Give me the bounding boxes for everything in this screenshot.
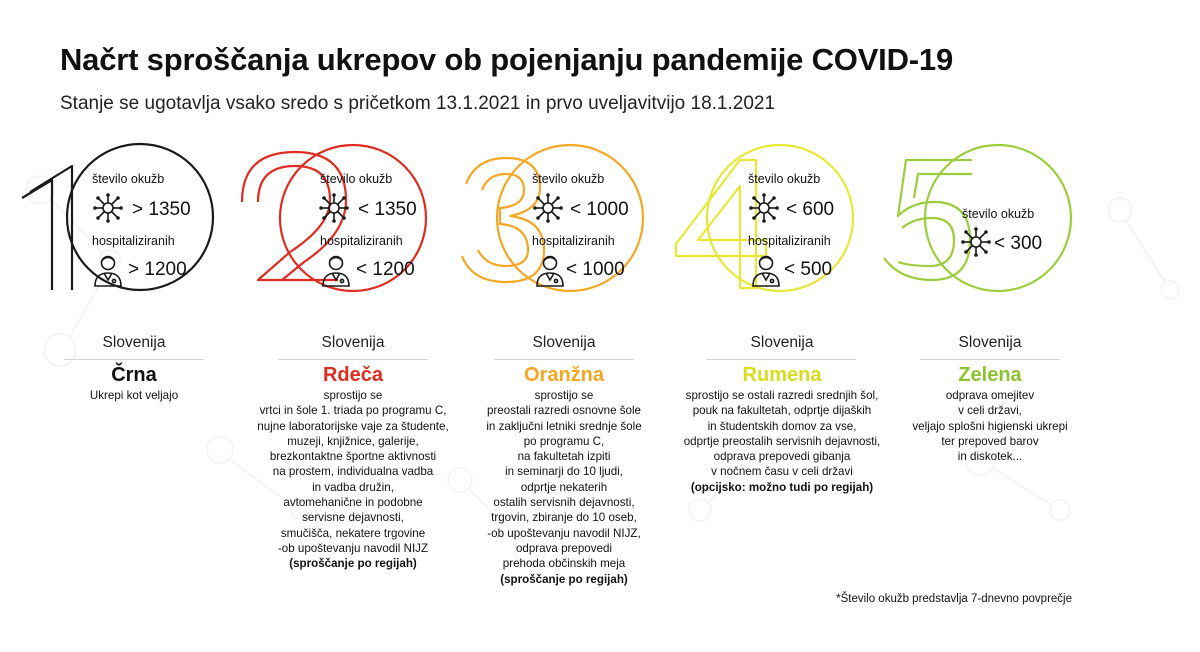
virus-icon (748, 192, 780, 224)
desc-line: in seminarji do 10 ljudi, (505, 465, 623, 479)
stage-divider (494, 359, 634, 360)
desc-line: odprava prepovedi gibanja (713, 450, 851, 464)
virus-icon (92, 192, 124, 224)
hospitalized-label: hospitaliziranih (748, 234, 831, 248)
stage-divider (64, 359, 204, 360)
footnote: *Število okužb predstavlja 7-dnevno povprečje (836, 593, 1072, 605)
desc-line-bold: (opcijsko: možno tudi po regijah) (690, 480, 874, 494)
hospitalized-value: < 1200 (356, 259, 415, 280)
page-title: Načrt sproščanja ukrepov ob pojenjanju pandemije COVID-19 (60, 42, 953, 77)
desc-line: in diskotek... (957, 450, 1023, 464)
hospitalized-label: hospitaliziranih (320, 234, 403, 248)
doctor-icon (320, 252, 352, 288)
hospitalized-value: < 500 (784, 259, 833, 280)
infections-label: število okužb (320, 172, 393, 186)
infections-label: število okužb (532, 172, 605, 186)
infections-value: < 300 (994, 233, 1043, 254)
desc-line: odprtje nekaterih (520, 480, 608, 494)
hospitalized-value: > 1200 (128, 259, 187, 280)
hospitalized-label: hospitaliziranih (92, 234, 175, 248)
desc-line: po programu C, (523, 434, 605, 448)
region-label: Slovenija (321, 334, 385, 351)
infections-value: < 600 (786, 199, 835, 220)
level-description (233, 388, 473, 572)
hospitalized-label: hospitaliziranih (532, 234, 615, 248)
desc-line: sprostijo se (534, 389, 594, 402)
desc-line: muzeji, knjižnice, galerije, (287, 434, 419, 448)
infections-label: število okužb (748, 172, 821, 186)
stage-divider (706, 359, 856, 360)
infections-label: število okužb (962, 207, 1035, 221)
desc-line: veljajo splošni higienski ukrepi (912, 419, 1068, 433)
desc-line: v celi državi, (958, 404, 1022, 418)
desc-line-bold: (sproščanje po regijah) (500, 572, 628, 586)
desc-line: preostali razredi osnovne šole (486, 404, 642, 418)
infections-value: > 1350 (132, 199, 191, 220)
level-description (14, 388, 254, 403)
desc-line: v nočnem času v celi državi (711, 465, 853, 479)
desc-line: sprostijo se ostali razredi srednjih šol, (685, 389, 879, 402)
desc-line: ostalih servisnih dejavnosti, (493, 496, 635, 510)
region-label: Slovenija (102, 334, 166, 351)
stage-divider (278, 359, 428, 360)
infections-value: < 1000 (570, 199, 629, 220)
desc-line: odprava omejitev (945, 389, 1035, 402)
stage-divider (920, 359, 1060, 360)
desc-line: in zaključni letniki srednje šole (486, 419, 642, 433)
level-name: Rumena (742, 364, 822, 386)
desc-line-bold: (sproščanje po regijah) (289, 557, 417, 571)
desc-line: servisne dejavnosti, (302, 511, 404, 525)
region-label: Slovenija (532, 334, 596, 351)
virus-icon (318, 192, 350, 224)
desc-line: na fakultetah izpiti (517, 450, 611, 464)
desc-line: odprtje preostalih servisnih dejavnosti, (683, 434, 881, 448)
stage-5-green (880, 140, 1110, 610)
region-label: Slovenija (958, 334, 1022, 351)
virus-icon (532, 192, 564, 224)
desc-line: nujne laboratorijske vaje za študente, (257, 419, 449, 433)
hospitalized-value: < 1000 (566, 259, 625, 280)
level-name: Zelena (958, 364, 1022, 386)
doctor-icon (534, 252, 566, 288)
desc-line: smučišča, nekatere trgovine (280, 526, 426, 540)
stage-1-black (0, 140, 240, 610)
virus-icon (960, 226, 992, 258)
region-label: Slovenija (750, 334, 814, 351)
desc-line: Ukrepi kot veljajo (89, 389, 179, 402)
level-name: Rdeča (322, 364, 384, 386)
infections-label: število okužb (92, 172, 165, 186)
desc-line: prehoda občinskih meja (502, 557, 626, 571)
desc-line: pouk na fakultetah, odprtje dijaških (692, 404, 872, 418)
desc-line: in vadba družin, (312, 480, 394, 494)
stage-3-orange (448, 140, 698, 610)
desc-line: sprostijo se (323, 389, 383, 402)
level-name: Oranžna (523, 364, 605, 386)
desc-line: na prostem, individualna vadba (272, 465, 434, 479)
level-description (658, 388, 906, 495)
desc-line: ter prepoved barov (941, 434, 1039, 448)
desc-line: -ob upoštevanju navodil NIJZ, (487, 526, 641, 540)
level-description (444, 388, 684, 587)
level-description (870, 388, 1110, 464)
level-name: Črna (111, 364, 157, 386)
doctor-icon (92, 252, 124, 288)
desc-line: -ob upoštevanju navodil NIJZ (277, 541, 429, 555)
page-subtitle: Stanje se ugotavlja vsako sredo s pričetkom 13.1.2021 in prvo uveljavitvijo 18.1.2021 (60, 93, 776, 114)
infections-value: < 1350 (358, 199, 417, 220)
desc-line: avtomehanične in podobne (283, 496, 423, 510)
desc-line: in študentskih domov za vse, (707, 419, 857, 433)
desc-line: trgovin, zbiranje do 10 oseb, (491, 511, 637, 525)
desc-line: brezkontaktne športne aktivnosti (269, 450, 437, 464)
doctor-icon (750, 252, 782, 288)
desc-line: vrtci in šole 1. triada po programu C, (259, 404, 447, 418)
desc-line: odprava prepovedi (515, 541, 613, 555)
